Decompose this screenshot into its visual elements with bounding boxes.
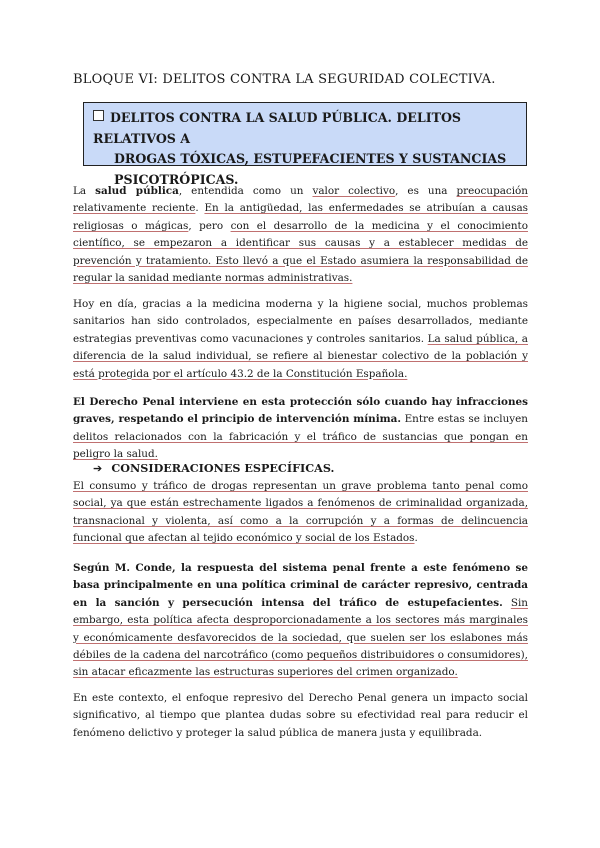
section-heading-box bbox=[83, 102, 527, 187]
paragraph-contexto bbox=[73, 690, 528, 742]
paragraph-m-conde bbox=[73, 560, 528, 682]
text-run: Hoy en día, gracias a la medicina moderna y la higiene social, muchos problemas sanitarios han sido controlados, especialmente en países desarrollados, mediante estrategias preventivas como vacunaciones y controles sanitarios. bbox=[73, 298, 528, 345]
underlined-text: con el desarrollo de la medicina y el conocimiento científico, se empezaron a identificar sus causas y a establecer medidas de prevención y tratamiento. Esto llevó a que el Estado asumiera la responsabilidad de regular la sanidad mediante normas administrativas. bbox=[73, 219, 528, 285]
paragraph-medicina-moderna bbox=[73, 296, 528, 383]
underlined-text: Sin embargo, esta política afecta desproporcionadamente a los sectores más marginales y económicamente desfavorecidos de la sociedad, que suelen ser los eslabones más débiles de la cadena del narcotráfico (como pequeños distribuidores o consumidores), sin atacar eficazmente las estructuras superiores del crimen organizado. bbox=[73, 596, 528, 679]
underlined-text: preocupación relativamente reciente bbox=[73, 185, 529, 215]
bold-text: Según M. Conde, la respuesta del sistema penal frente a este fenómeno se basa principalmente en una política criminal de carácter represivo, centrada en la sanción y persecución intensa del tráfico de estupefacientes. bbox=[73, 562, 528, 609]
underlined-text: El consumo y tráfico de drogas representan un grave problema tanto penal como social, ya que están estrechamente ligados a fenómenos de criminalidad organizada, transnacional y violenta, así como a la corrupción y a formas de delincuencia funcional que afectan al tejido económico y social de los Estados bbox=[73, 480, 528, 545]
text-run: En este contexto, el enfoque represivo del Derecho Penal genera un impacto social significativo, al tiempo que plantea dudas sobre su efectividad real para reducir el fenómeno delictivo y proteger la salud pública de manera justa y equilibrada. bbox=[73, 692, 528, 739]
paragraph-derecho-penal bbox=[73, 394, 528, 464]
section-heading-line-2: DROGAS TÓXICAS, ESTUPEFACIENTES Y SUSTANCIAS bbox=[114, 151, 507, 166]
underlined-text: delitos relacionados con la fabricación y el tráfico de sustancias que pongan en peligro la salud. bbox=[73, 430, 528, 461]
paragraph-salud-publica bbox=[73, 183, 528, 287]
text-run: , entendida como un bbox=[178, 185, 313, 197]
underlined-text: En la antigüedad, las enfermedades se atribuían a causas religiosas o mágicas bbox=[73, 202, 528, 232]
text-run bbox=[503, 597, 511, 609]
subheading-consideraciones bbox=[93, 461, 334, 475]
text-run: . bbox=[195, 202, 205, 215]
bold-term: salud pública bbox=[95, 185, 179, 197]
page-title: BLOQUE VI: DELITOS CONTRA LA SEGURIDAD COLECTIVA. bbox=[73, 72, 496, 87]
arrow-right-icon: ➔ bbox=[93, 462, 103, 475]
section-heading-line-1: DELITOS CONTRA LA SALUD PÚBLICA. DELITOS RELATIVOS A bbox=[93, 110, 462, 146]
text-run: Entre estas se incluyen bbox=[401, 413, 528, 426]
text-run: , es una bbox=[395, 185, 457, 197]
text-run: . bbox=[414, 532, 418, 545]
bold-text: El Derecho Penal interviene en esta protección sólo cuando hay infracciones graves, respetando el principio de intervención mínima. bbox=[73, 396, 528, 426]
underlined-text: valor colectivo bbox=[312, 185, 396, 197]
paragraph-consumo-trafico bbox=[73, 478, 528, 548]
text-run: La bbox=[73, 185, 96, 197]
section-heading-line-3: PSICOTRÓPICAS. bbox=[114, 171, 239, 187]
text-run: , pero bbox=[188, 219, 231, 232]
underlined-text: La salud pública, a diferencia de la salud individual, se refiere al bienestar colectivo de la población y está protegida por el artículo 43.2 de la Constitución Española. bbox=[73, 332, 528, 380]
checkbox-icon bbox=[93, 110, 104, 121]
subheading-label: CONSIDERACIONES ESPECÍFICAS. bbox=[111, 461, 335, 475]
